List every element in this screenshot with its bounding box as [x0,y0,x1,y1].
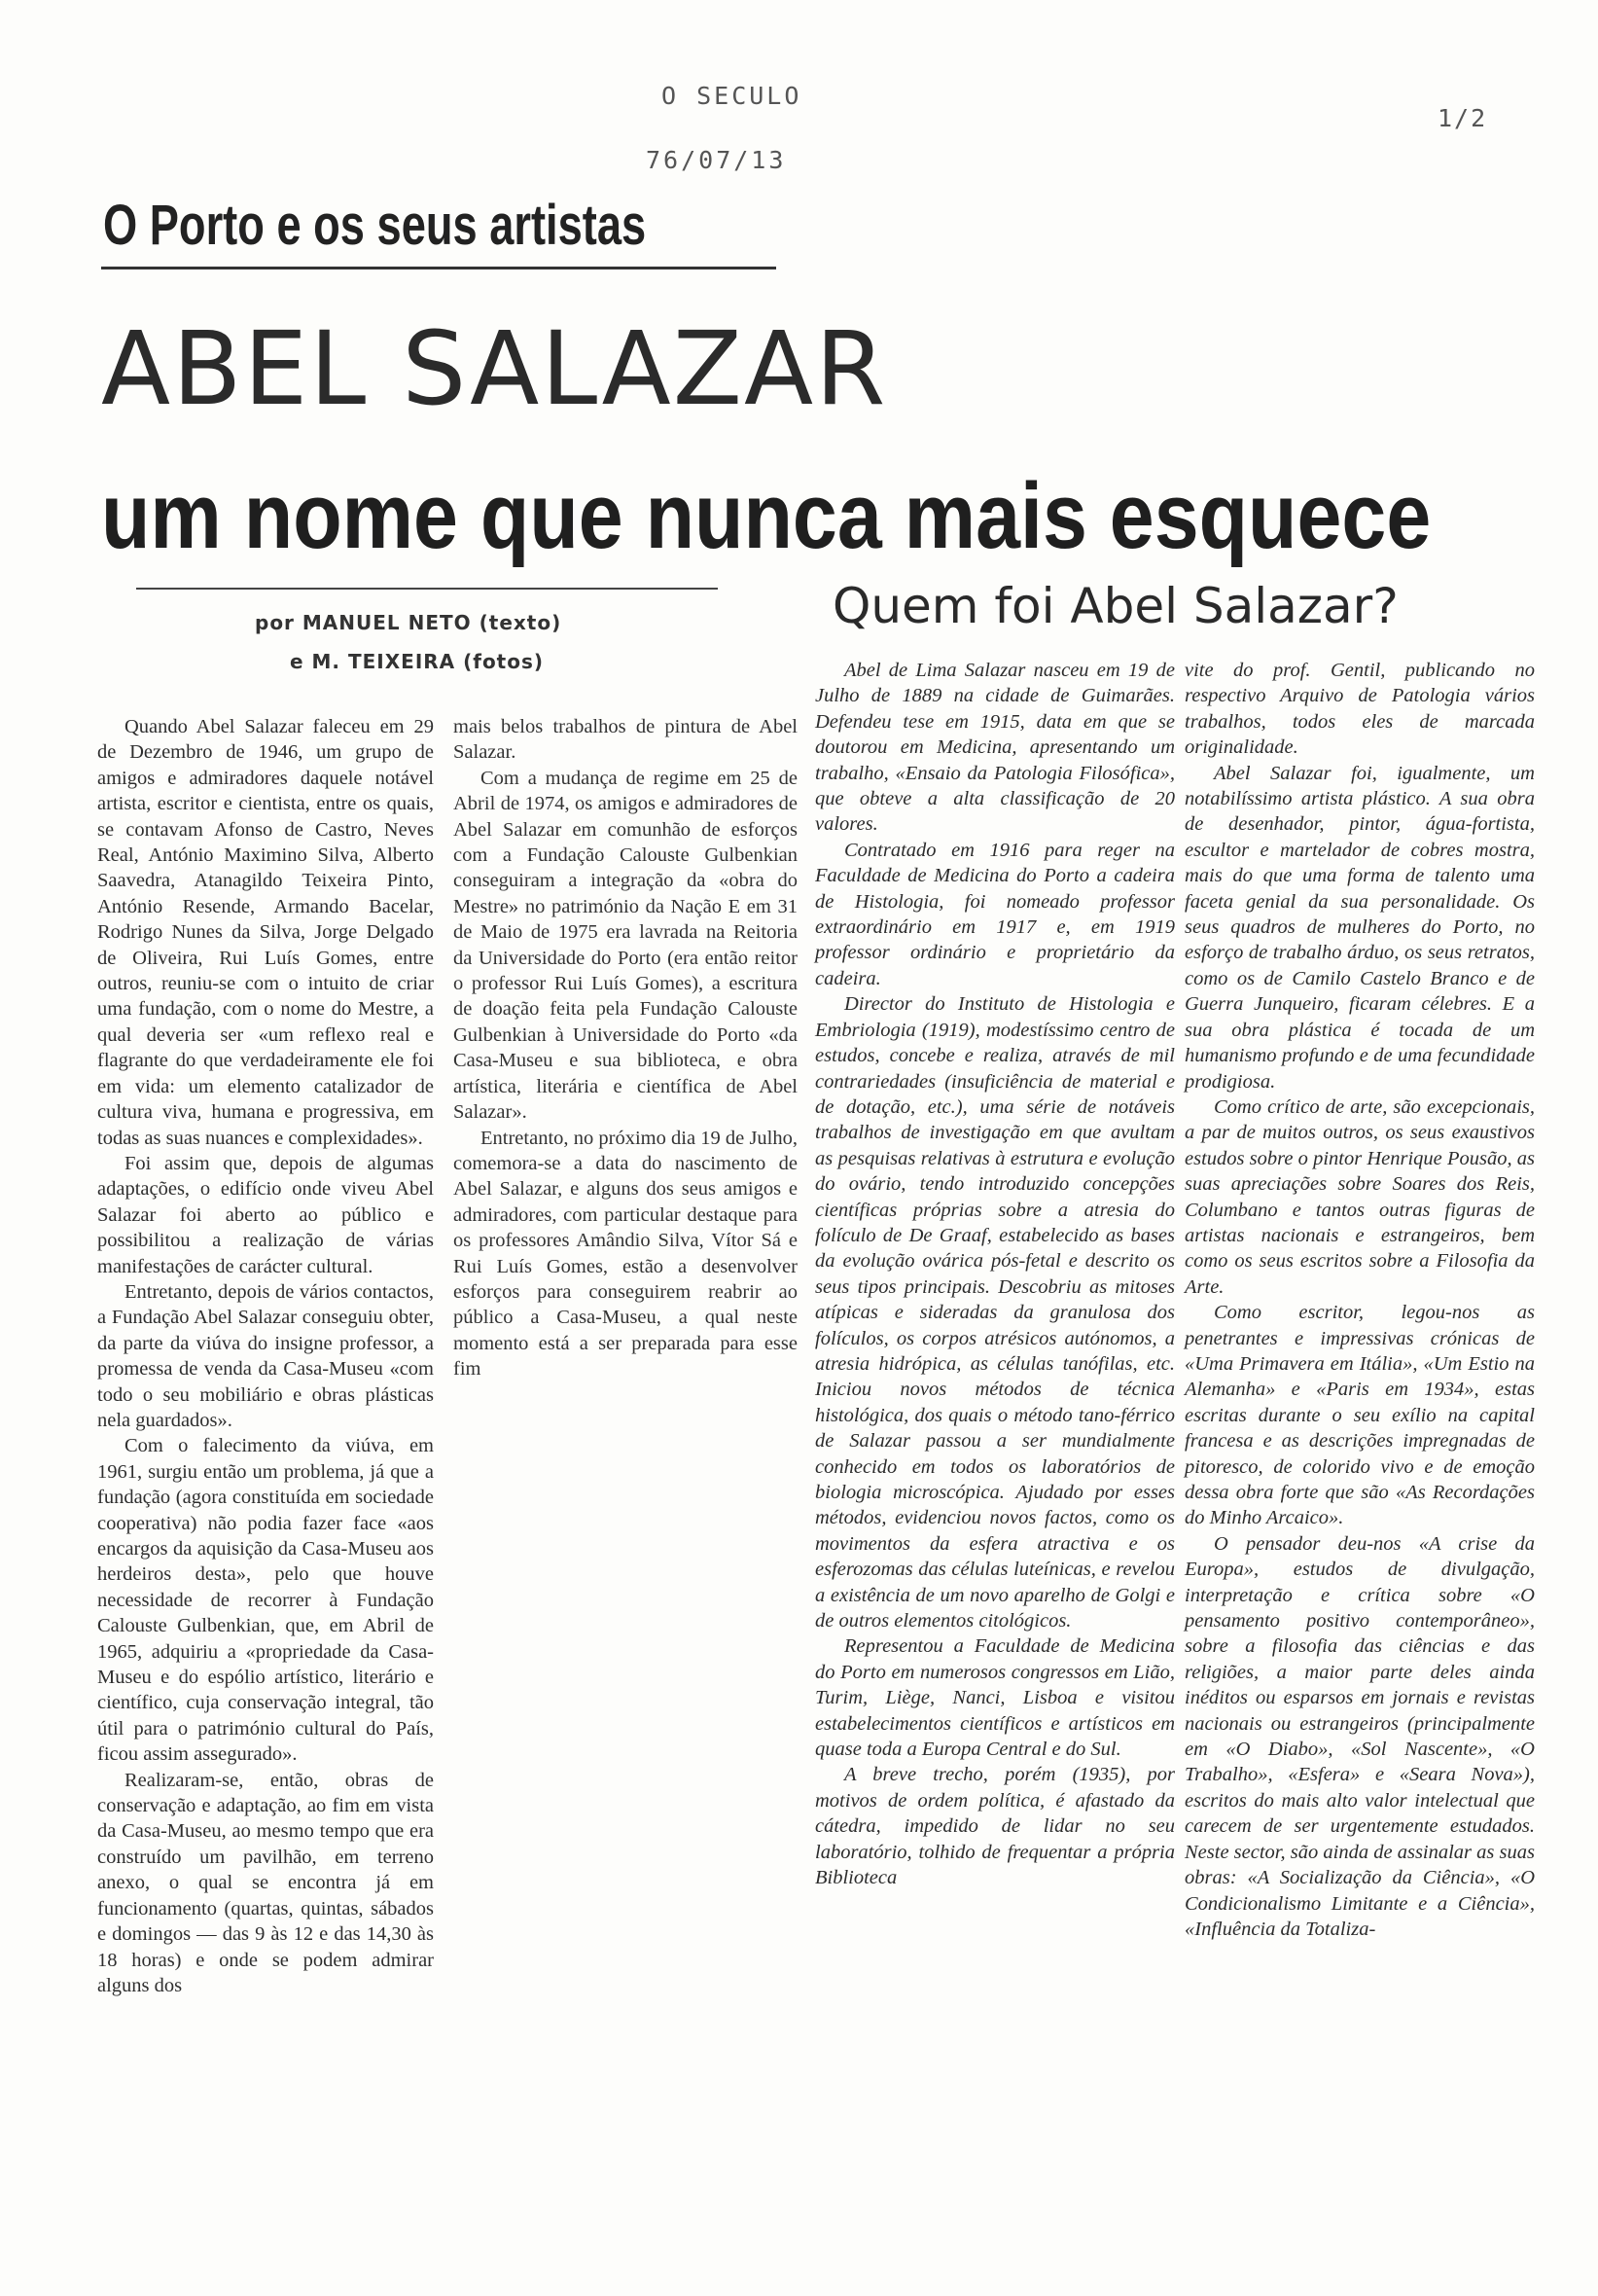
paragraph: Realizaram-se, então, obras de conservação e adaptação, ao fim em vista da Casa-Museu, ao mesmo tempo que era construído um pavilhão, em terreno anexo, o qual se encontra já em funcionamento (quartas, quintas, sábados e domingos — das 9 às 12 e das 14,30 às 18 horas) e onde se podem admirar alguns dos [97,1769,434,1996]
publication-name: O SECULO [661,82,802,110]
byline-photographer: e M. TEIXEIRA (fotos) [290,650,545,673]
page-number: 1/2 [1438,104,1488,132]
biography-column-1 [815,658,1175,1891]
paragraph: O pensador deu-nos «A crise da Europa», estudos de divulgação, interpretação e crítica sobre «O pensamento positivo contemporâneo», sobre a filosofia das ciências e das religiões, a maior parte deles ainda inéditos ou esparsos em jornais e revistas nacionais ou estrangeiros (principalmente em «O Diabo», «Sol Nascente», «O Trabalho», «Esfera» e «Seara Nova»), escritos do mais alto valor intelectual que carecem de ser urgentemente estudados. Neste sector, são ainda de assinalar as suas obras: «A Socialização da Ciência», «O Condicionalismo Limitante e a Ciência», «Influência da Totaliza- [1185,1532,1535,1940]
article-column-2 [453,714,798,1382]
paragraph: Com o falecimento da viúva, em 1961, surgiu então um problema, já que a fundação (agora constituída em sociedade cooperativa) não podia fazer face «aos encargos da aquisição da Casa-Museu aos herdeiros desta», pelo que houve necessidade de recorrer à Fundação Calouste Gulbenkian, que, em Abril de 1965, adquiriu a «propriedade da Casa-Museu e do espólio artístico, literário e científico, cuja conservação integral, tão útil para o património cultural do País, ficou assim assegurado». [97,1435,434,1766]
article-subtitle: um nome que nunca mais esquece [101,464,1432,568]
section-heading: Quem foi Abel Salazar? [833,578,1399,634]
paragraph: Como escritor, legou-nos as penetrantes e impressivas crónicas de «Uma Primavera em Itália», «Um Estio na Alemanha» e «Paris em 1934», estas escritas durante o seu exílio na capital francesa e as descrições impregnadas de pitoresco, de colorido vivo e de emoção dessa obra forte que são «As Recordações do Minho Arcaico». [1185,1302,1535,1529]
publication-date: 76/07/13 [646,146,787,174]
paragraph: A breve trecho, porém (1935), por motivos de ordem política, é afastado da cátedra, impedido de lidar no seu laboratório, tolhido de frequentar a própria Biblioteca [815,1764,1175,1889]
kicker-underline [101,267,776,269]
paragraph: vite do prof. Gentil, publicando no respectivo Arquivo de Patologia vários trabalhos, todos eles de marcada originalidade. [1185,660,1535,759]
paragraph: Entretanto, depois de vários contactos, a Fundação Abel Salazar conseguiu obter, da parte da viúva do insigne professor, a promessa de venda da Casa-Museu «com todo o seu mobiliário e obras plásticas nela guardados». [97,1280,434,1431]
paragraph: Com a mudança de regime em 25 de Abril de 1974, os amigos e admiradores de Abel Salazar em comunhão de esforços com a Fundação Calouste Gulbenkian conseguiram a integração da «obra do Mestre» no património da Nação E em 31 de Maio de 1975 era lavrada na Reitoria da Universidade do Porto (era então reitor o professor Rui Luís Gomes), a escritura de doação feita pela Fundação Calouste Gulbenkian à Universidade do Porto «da Casa-Museu e sua biblioteca, e obra artística, literária e científica de Abel Salazar». [453,767,798,1124]
paragraph: mais belos trabalhos de pintura de Abel Salazar. [453,716,798,764]
paragraph: Abel Salazar foi, igualmente, um notabilíssimo artista plástico. A sua obra de desenhador, pintor, água-fortista, escultor e martelador de cobres mostra, mais do que uma forma de talento uma faceta genial da sua personalidade. Os seus quadros de mulheres do Porto, no esforço de trabalho árduo, os seus retratos, como os de Camilo Castelo Branco e de Guerra Junqueiro, ficaram célebres. E a sua obra plástica é tocada de um humanismo profundo e de uma fecundidade prodigiosa. [1185,762,1535,1093]
article-title: ABEL SALAZAR [101,309,888,428]
paragraph: Entretanto, no próximo dia 19 de Julho, comemora-se a data do nascimento de Abel Salazar, e alguns dos seus amigos e admiradores, com particular destaque para os professores Amândio Silva, Vítor Sá e Rui Luís Gomes, estão a desenvolver esforços para conseguirem reabrir ao público a Casa-Museu, a qual neste momento está a ser preparada para esse fim [453,1127,798,1381]
paragraph: Abel de Lima Salazar nasceu em 19 de Julho de 1889 na cidade de Guimarães. Defendeu tese em 1915, data em que se doutorou em Medicina, apresentando um trabalho, «Ensaio da Patologia Filosófica», que obteve a alta classificação de 20 valores. [815,660,1175,836]
paragraph: Como crítico de arte, são excepcionais, a par de muitos outros, os seus exaustivos estudos sobre o pintor Henrique Pousão, as suas apreciações sobre Soares dos Reis, Columbano e tantos outras figuras de artistas nacionais e estrangeiros, bem como os seus escritos sobre a Filosofia da Arte. [1185,1095,1535,1298]
byline-author: por MANUEL NETO (texto) [255,611,562,634]
byline-rule [136,588,718,590]
paragraph: Director do Instituto de Histologia e Embriologia (1919), modestíssimo centro de estudos, concebe e realiza, através de mil contrariedades (insuficiência de material e de dotação, etc.), uma série de notáveis trabalhos de investigação em que avultam as pesquisas relativas à estrutura e evolução do ovário, tendo introduzido concepções científicas próprias sobre a atresia do folículo de De Graaf, estabelecido as bases da evolução ovárica pós-fetal e descrito os seus tipos principais. Descobriu as mitoses atípicas e sideradas da granulosa dos folículos, os corpos atrésicos autónomos, a atresia hidrópica, as células tanófilas, etc. Iniciou novos métodos de técnica histológica, dos quais o método tano-férrico de Salazar passou a ser mundialmente conhecido em todos os laboratórios de biologia microscópica. Ajudado por esses métodos, evidenciou novos factos, como os movimentos da esfera atractiva e os esferozomas das células luteínicas, e revelou a existência de um novo aparelho de Golgi e de outros elementos citológicos. [815,993,1175,1632]
article-kicker: O Porto e os seus artistas [103,194,647,257]
paragraph: Quando Abel Salazar faleceu em 29 de Dezembro de 1946, um grupo de amigos e admiradores daquele notável artista, escritor e cientista, entre os quais, se contavam Afonso de Castro, Neves Real, António Maximino Silva, Alberto Saavedra, Atanagildo Teixeira Pinto, António Resende, Armando Bacelar, Rodrigo Nunes da Silva, Jorge Delgado de Oliveira, Rui Luís Gomes, entre outros, reuniu-se com o intuito de criar uma fundação, com o nome do Mestre, a qual deveria ser «um reflexo real e flagrante do que verdadeiramente ele foi em vida: um elemento catalizador de cultura viva, humana e progressiva, em todas as suas nuances e complexidades». [97,716,434,1149]
paragraph: Representou a Faculdade de Medicina do Porto em numerosos congressos em Lião, Turim, Liège, Nanci, Lisboa e visitou estabelecimentos científicos e artísticos em quase toda a Europa Central e do Sul. [815,1635,1175,1761]
biography-column-2 [1185,658,1535,1942]
article-column-1 [97,714,434,1998]
paragraph: Foi assim que, depois de algumas adaptações, o edifício onde viveu Abel Salazar foi aberto ao público e possibilitou a realização de várias manifestações de carácter cultural. [97,1152,434,1277]
paragraph: Contratado em 1916 para reger na Faculdade de Medicina do Porto a cadeira de Histologia, foi nomeado professor extraordinário em 1917 e, em 1919 professor ordinário e proprietário da cadeira. [815,839,1175,989]
